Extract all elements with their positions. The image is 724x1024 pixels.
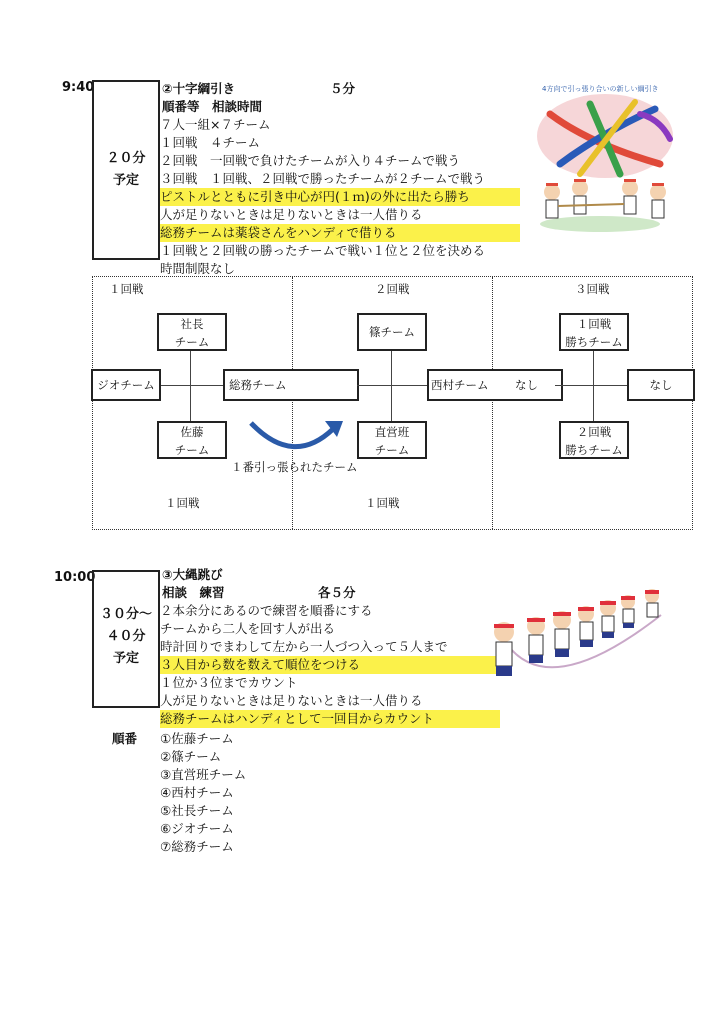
time-label-2: 10:00 — [54, 570, 96, 585]
rule-text: ７人一組×７チーム — [160, 117, 271, 132]
duration-box-line: 予定 — [112, 651, 139, 666]
team-box-r1-winner — [559, 313, 629, 351]
team-box-sato — [157, 421, 227, 459]
event-duration-1: ５分 — [330, 81, 356, 96]
event-title-1: ②十字綱引き — [162, 81, 236, 96]
rule-text: １位か３位までカウント — [160, 675, 298, 690]
team-name: 勝ちチーム — [565, 443, 623, 457]
rule-text: 総務チームはハンディとして一回目からカウント — [160, 710, 500, 728]
tournament-diagram — [92, 276, 693, 530]
team-name: 佐藤 — [180, 425, 204, 439]
order-item: ③直営班チーム — [160, 767, 247, 782]
rule-line — [160, 710, 500, 728]
rule-text: ３人目から数を数えて順位をつける — [160, 656, 500, 674]
rule-line — [160, 152, 520, 170]
order-list — [160, 730, 246, 856]
rule-text: 人が足りないときは足りないときは一人借りる — [160, 693, 423, 708]
rule-text: ピストルとともに引き中心が円(１ｍ)の外に出たら勝ち — [160, 188, 520, 206]
team-box-shino: 篠チーム — [357, 313, 427, 351]
rule-line — [160, 620, 500, 638]
rule-text: ３回戦 １回戦、２回戦で勝ったチームが２チームで戦う — [160, 171, 486, 186]
order-item: ⑥ジオチーム — [160, 821, 234, 836]
duration-box-line: ２０分 — [106, 151, 146, 166]
rule-text: １回戦 ４チーム — [160, 135, 261, 150]
team-name: ２回戦 — [576, 425, 612, 439]
round-label: １回戦 — [109, 282, 144, 296]
jump-rope-illustration — [486, 580, 676, 700]
event-subtitle-1: 順番等 相談時間 — [162, 99, 263, 114]
arrow-label: １番引っ張られたチーム — [231, 460, 358, 474]
empty-slot-box: なし — [627, 369, 695, 401]
rule-line — [160, 656, 500, 674]
rule-line — [160, 170, 520, 188]
rule-text: チームから二人を回す人が出る — [160, 621, 336, 636]
team-box-shacho — [157, 313, 227, 351]
image-caption: 4方向で引っ張り合いの新しい綱引き — [542, 85, 659, 93]
rule-text: 人が足りないときは足りないときは一人借りる — [160, 207, 423, 222]
order-item: ①佐藤チーム — [160, 731, 234, 746]
team-box-somu: 総務チーム — [223, 369, 359, 401]
rule-line — [160, 206, 520, 224]
divider — [492, 277, 493, 529]
order-item: ⑤社長チーム — [160, 803, 234, 818]
bottom-round-label: １回戦 — [165, 496, 200, 510]
team-name: 社長 — [180, 317, 204, 331]
tug-of-war-illustration — [530, 84, 680, 239]
team-name: 直営班 — [374, 425, 410, 439]
team-name: チーム — [374, 443, 410, 457]
order-item: ⑦総務チーム — [160, 839, 234, 854]
team-name: チーム — [174, 335, 210, 349]
rule-text: ２本余分にあるので練習を順番にする — [160, 603, 373, 618]
bottom-round-label: １回戦 — [365, 496, 400, 510]
rule-line — [160, 134, 520, 152]
rule-text: １回戦と２回戦の勝ったチームで戦い１位と２位を決める — [160, 243, 486, 258]
duration-box-line: ３０分～ — [99, 607, 152, 622]
round-label: ３回戦 — [575, 282, 610, 296]
team-name: チーム — [174, 443, 210, 457]
order-item: ④西村チーム — [160, 785, 234, 800]
event-rules-2 — [160, 602, 500, 728]
event-rules-1 — [160, 116, 520, 278]
team-name: 勝ちチーム — [565, 335, 623, 349]
team-box-r2-winner — [559, 421, 629, 459]
team-box-nishimura: 西村チーム — [427, 369, 563, 401]
order-label: 順番 — [112, 731, 138, 746]
team-name: １回戦 — [576, 317, 612, 331]
rule-line — [160, 116, 520, 134]
divider — [292, 277, 293, 529]
rule-line — [160, 638, 500, 656]
rule-text: ２回戦 一回戦で負けたチームが入り４チームで戦う — [160, 153, 461, 168]
rule-text: 時計回りでまわして左から一人づつ入って５人まで — [160, 639, 448, 654]
event-subtitle-2: 相談 練習 — [162, 585, 225, 600]
rule-text: 時間制限なし — [160, 261, 236, 276]
rule-line — [160, 692, 500, 710]
event-title-2: ③大縄跳び — [162, 567, 223, 582]
time-label-1: 9:40 — [62, 80, 95, 95]
duration-box-line: ４０分 — [106, 629, 146, 644]
rule-line — [160, 224, 520, 242]
rope-icon — [530, 84, 680, 239]
rule-line — [160, 242, 520, 260]
round-label: ２回戦 — [375, 282, 410, 296]
order-item: ②篠チーム — [160, 749, 222, 764]
rule-line — [160, 188, 520, 206]
duration-box-2 — [92, 570, 160, 708]
rule-line — [160, 602, 500, 620]
rule-text: 総務チームは薬袋さんをハンディで借りる — [160, 224, 520, 242]
event-duration-2: 各５分 — [318, 585, 356, 600]
team-box-chokueihan — [357, 421, 427, 459]
team-box-gio: ジオチーム — [91, 369, 161, 401]
duration-box-line: 予定 — [112, 173, 139, 188]
rule-line — [160, 674, 500, 692]
empty-slot-label: なし — [515, 378, 538, 392]
duration-box-1 — [92, 80, 160, 260]
curved-arrow-icon — [243, 417, 353, 457]
